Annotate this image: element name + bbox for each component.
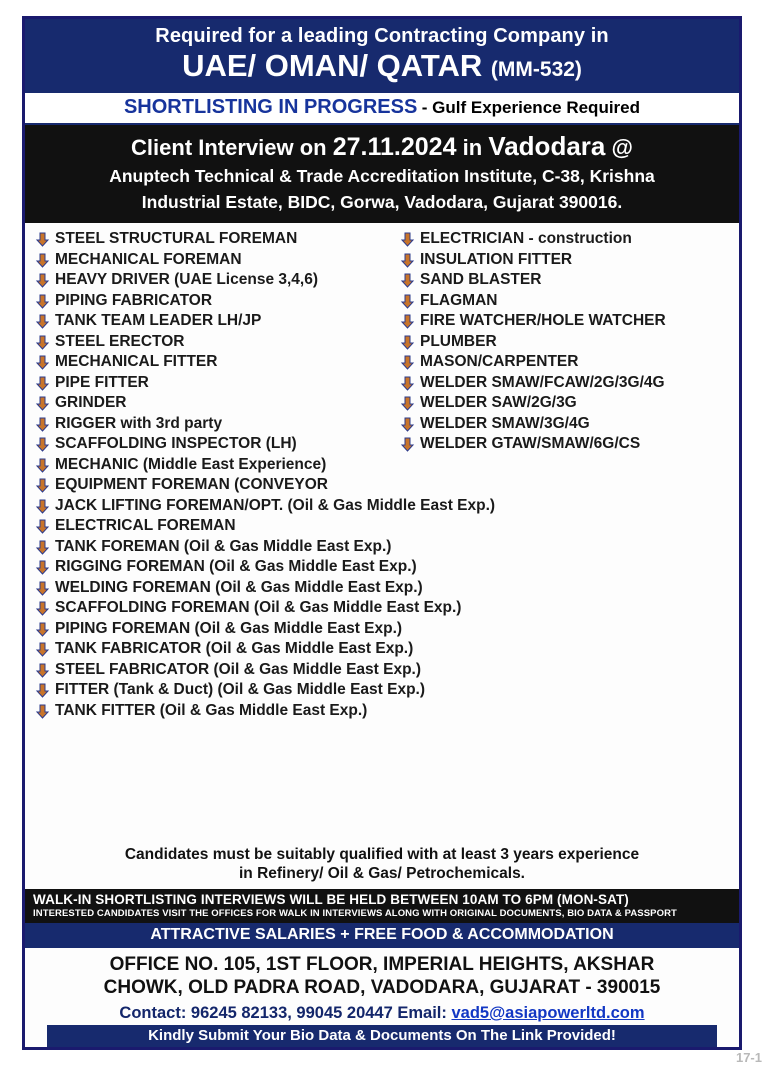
job-title: TANK FOREMAN (Oil & Gas Middle East Exp.) [55,537,392,555]
interview-date-line [35,131,729,162]
job-list-item [35,516,400,537]
job-list-item [35,311,400,332]
down-arrow-bullet-icon [35,396,50,411]
job-list-item [35,454,400,475]
interview-in-word: in [462,135,483,161]
job-list-item [35,700,400,721]
job-title: SAND BLASTER [420,271,542,289]
job-list-item [400,270,730,291]
down-arrow-bullet-icon [35,601,50,616]
job-list-item [400,249,730,270]
down-arrow-bullet-icon [35,253,50,268]
down-arrow-bullet-icon [35,294,50,309]
job-list-item [400,372,730,393]
down-arrow-bullet-icon [35,519,50,534]
job-title: STEEL FABRICATOR (Oil & Gas Middle East Exp.) [55,660,422,678]
interview-details-banner [25,125,739,223]
job-list-item [400,311,730,332]
job-title: FIRE WATCHER/HOLE WATCHER [420,312,666,330]
job-list-item [35,495,496,516]
down-arrow-bullet-icon [35,232,50,247]
walkin-instructions: INTERESTED CANDIDATES VISIT THE OFFICES FOR WALK IN INTERVIEWS ALONG WITH ORIGINAL DOCUMENTS, BIO DATA & PASSPORT [33,907,677,919]
down-arrow-bullet-icon [400,335,415,350]
job-title: TANK FABRICATOR (Oil & Gas Middle East Exp.) [55,640,414,658]
interview-date: 27.11.2024 [332,133,457,162]
job-title: MECHANIC (Middle East Experience) [55,455,327,473]
down-arrow-bullet-icon [400,437,415,452]
job-title: GRINDER [55,394,127,412]
job-title: HEAVY DRIVER (UAE License 3,4,6) [55,271,319,289]
job-title: ELECTRICAL FOREMAN [55,517,236,535]
job-positions-section [25,223,739,841]
walkin-info-bar [25,889,739,923]
job-title: PIPE FITTER [55,373,149,391]
header-subtitle: Required for a leading Contracting Company in [155,25,609,47]
down-arrow-bullet-icon [400,396,415,411]
down-arrow-bullet-icon [35,273,50,288]
job-list-item [400,290,730,311]
header-countries-line [31,49,733,83]
header-reference-code: (MM-532) [490,58,582,81]
job-list-item [35,659,422,680]
job-title: ELECTRICIAN - construction [420,230,632,248]
down-arrow-bullet-icon [35,458,50,473]
job-title: WELDER SMAW/3G/4G [420,414,590,432]
job-list-item [35,249,400,270]
header-countries: UAE/ OMAN/ QATAR [182,48,483,83]
job-list-item [400,393,730,414]
job-columns [35,229,731,721]
job-list-item [35,290,400,311]
job-title: INSULATION FITTER [420,250,573,268]
interview-prefix: Client Interview on [131,135,327,161]
down-arrow-bullet-icon [35,622,50,637]
job-list-item [35,557,417,578]
job-list-item [35,270,400,291]
job-list-item [400,331,730,352]
job-title: SCAFFOLDING FOREMAN (Oil & Gas Middle East Exp.) [55,599,462,617]
contact-phone-text: Contact: 96245 82133, 99045 20447 Email: [119,1004,447,1022]
job-title: EQUIPMENT FOREMAN (CONVEYOR [55,476,328,494]
job-list-item [35,639,414,660]
office-address-line-1: OFFICE NO. 105, 1ST FLOOR, IMPERIAL HEIGHTS, AKSHAR [109,953,655,975]
job-title: STEEL ERECTOR [55,332,185,350]
job-title: MECHANICAL FOREMAN [55,250,242,268]
contact-email-link[interactable]: vad5@asiapowerltd.com [451,1004,645,1022]
job-list-item [35,618,403,639]
down-arrow-bullet-icon [400,355,415,370]
down-arrow-bullet-icon [35,478,50,493]
venue-line-1: Anuptech Technical & Trade Accreditation Institute, C-38, Krishna [109,166,655,187]
job-list-item [35,475,400,496]
interview-city: Vadodara [488,131,606,162]
job-title: WELDING FOREMAN (Oil & Gas Middle East Exp.) [55,578,423,596]
down-arrow-bullet-icon [400,294,415,309]
job-title: PIPING FABRICATOR [55,291,213,309]
down-arrow-bullet-icon [400,273,415,288]
venue-line-2: Industrial Estate, BIDC, Gorwa, Vadodara, Gujarat 390016. [141,192,623,213]
job-list-item [400,229,730,250]
salary-benefits-bar: ATTRACTIVE SALARIES + FREE FOOD & ACCOMMODATION [25,923,739,948]
job-list-item [35,229,400,250]
job-list-item [35,680,426,701]
job-list-item [35,372,400,393]
job-list-item [35,598,462,619]
down-arrow-bullet-icon [35,437,50,452]
down-arrow-bullet-icon [35,355,50,370]
submit-link-bar[interactable]: Kindly Submit Your Bio Data & Documents On The Link Provided! [47,1025,717,1047]
walkin-timing: WALK-IN SHORTLISTING INTERVIEWS WILL BE HELD BETWEEN 10AM TO 6PM (MON-SAT) [33,891,629,907]
down-arrow-bullet-icon [35,683,50,698]
down-arrow-bullet-icon [35,642,50,657]
gulf-experience-note: - Gulf Experience Required [421,98,641,118]
job-column-right [400,229,730,455]
down-arrow-bullet-icon [400,314,415,329]
down-arrow-bullet-icon [35,314,50,329]
down-arrow-bullet-icon [35,376,50,391]
ad-header-banner [25,19,739,91]
job-title: TANK TEAM LEADER LH/JP [55,312,262,330]
job-title: MECHANICAL FITTER [55,353,218,371]
job-title: PLUMBER [420,332,497,350]
job-list-item [35,536,400,557]
qualification-line-2: in Refinery/ Oil & Gas/ Petrochemicals. [239,865,525,883]
job-title: PIPING FOREMAN (Oil & Gas Middle East Exp.) [55,619,403,637]
job-list-item [400,352,730,373]
job-title: RIGGING FOREMAN (Oil & Gas Middle East Exp.) [55,558,417,576]
job-title: STEEL STRUCTURAL FOREMAN [55,230,298,248]
shortlisting-status-bar [25,91,739,125]
down-arrow-bullet-icon [35,540,50,555]
job-title: FLAGMAN [420,291,498,309]
down-arrow-bullet-icon [35,704,50,719]
down-arrow-bullet-icon [400,232,415,247]
job-title: SCAFFOLDING INSPECTOR (LH) [55,435,297,453]
qualification-note [25,841,739,889]
job-list-item [35,434,400,455]
shortlisting-status: SHORTLISTING IN PROGRESS [123,96,418,119]
down-arrow-bullet-icon [400,253,415,268]
job-title: WELDER SAW/2G/3G [420,394,577,412]
job-title: JACK LIFTING FOREMAN/OPT. (Oil & Gas Middle East Exp.) [55,496,496,514]
job-list-item [400,413,730,434]
contact-line [25,1002,739,1025]
down-arrow-bullet-icon [35,417,50,432]
job-list-item [35,413,400,434]
job-list-item [35,331,400,352]
down-arrow-bullet-icon [400,376,415,391]
job-title: MASON/CARPENTER [420,353,579,371]
job-list-item [35,352,400,373]
down-arrow-bullet-icon [35,335,50,350]
job-title: WELDER GTAW/SMAW/6G/CS [420,435,641,453]
job-title: TANK FITTER (Oil & Gas Middle East Exp.) [55,701,368,719]
qualification-line-1: Candidates must be suitably qualified with at least 3 years experience [124,845,640,863]
interview-at-symbol: @ [611,135,633,161]
down-arrow-bullet-icon [35,663,50,678]
job-advertisement-card [22,16,742,1050]
job-list-item [400,434,730,455]
down-arrow-bullet-icon [35,581,50,596]
office-address [25,948,739,1003]
down-arrow-bullet-icon [35,499,50,514]
job-list-item [35,577,423,598]
job-title: FITTER (Tank & Duct) (Oil & Gas Middle East Exp.) [55,681,426,699]
job-list-item [35,393,400,414]
down-arrow-bullet-icon [400,417,415,432]
job-title: RIGGER with 3rd party [55,414,223,432]
office-address-line-2: CHOWK, OLD PADRA ROAD, VADODARA, GUJARAT - 390015 [103,977,661,999]
page-corner-number: 17-1 [735,1050,762,1065]
down-arrow-bullet-icon [35,560,50,575]
job-title: WELDER SMAW/FCAW/2G/3G/4G [420,373,665,391]
